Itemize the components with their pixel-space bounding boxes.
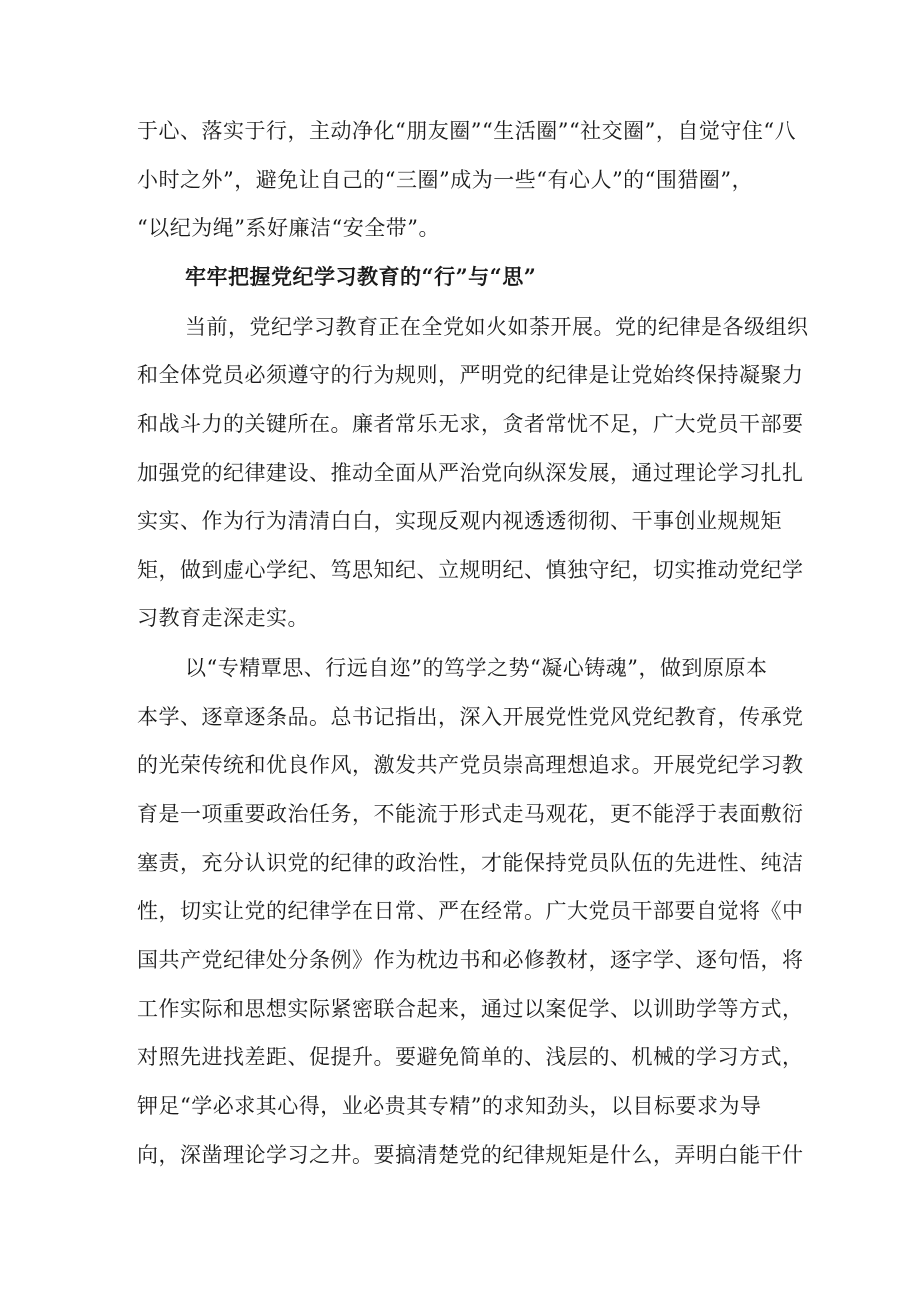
paragraph-line: 习教育走深走实。 [137,606,309,630]
paragraph-line: 加强党的纪律建设、推动全面从严治党向纵深发展，通过理论学习扎扎 [137,461,804,485]
paragraph-line: 工作实际和思想实际紧密联合起来，通过以案促学、以训助学等方式， [137,997,804,1021]
paragraph-line: 和全体党员必须遵守的行为规则，严明党的纪律是让党始终保持凝聚力 [137,363,804,387]
paragraph-line: 国共产党纪律处分条例》作为枕边书和必修教材，逐字学、逐句悟，将 [137,948,804,972]
paragraph-line: 的光荣传统和优良作风，激发共产党员崇高理想追求。开展党纪学习教 [137,753,804,777]
section-heading: 牢牢把握党纪学习教育的“行”与“思” [185,264,537,289]
paragraph-line: 于心、落实于行，主动净化“朋友圈”“生活圈”“社交圈”，自觉守住“八 [137,119,797,143]
paragraph-line: 小时之外”，避免让自己的“三圈”成为一些“有心人”的“围猎圈”， [137,168,754,192]
paragraph-line: 矩，做到虚心学纪、笃思知纪、立规明纪、慎独守纪，切实推动党纪学 [137,558,804,582]
paragraph-line: 本学、逐章逐条品。总书记指出，深入开展党性党风党纪教育，传承党 [137,705,804,729]
paragraph-line: 性，切实让党的纪律学在日常、严在经常。广大党员干部要自觉将《中 [137,899,804,923]
paragraph-line: “以纪为绳”系好廉洁“安全带”。 [137,216,440,240]
paragraph-line: 当前，党纪学习教育正在全党如火如荼开展。党的纪律是各级组织 [185,315,809,339]
paragraph-line: 实实、作为行为清清白白，实现反观内视透透彻彻、干事创业规规矩 [137,509,782,533]
paragraph-line: 钾足“学必求其心得，业必贵其专精”的求知劲头，以目标要求为导 [137,1094,762,1118]
paragraph-line: 和战斗力的关键所在。廉者常乐无求，贪者常忧不足，广大党员干部要 [137,412,804,436]
paragraph-line: 育是一项重要政治任务，不能流于形式走马观花，更不能浮于表面敷衍 [137,802,804,826]
paragraph-line: 对照先进找差距、促提升。要避免简单的、浅层的、机械的学习方式， [137,1045,804,1069]
paragraph-line: 塞责，充分认识党的纪律的政治性，才能保持党员队伍的先进性、纯洁 [137,851,804,875]
paragraph-line: 以“专精覃思、行远自迩”的笃学之势“凝心铸魂”，做到原原本 [185,656,768,680]
paragraph-line: 向，深凿理论学习之井。要搞清楚党的纪律规矩是什么，弄明白能干什 [137,1143,804,1167]
